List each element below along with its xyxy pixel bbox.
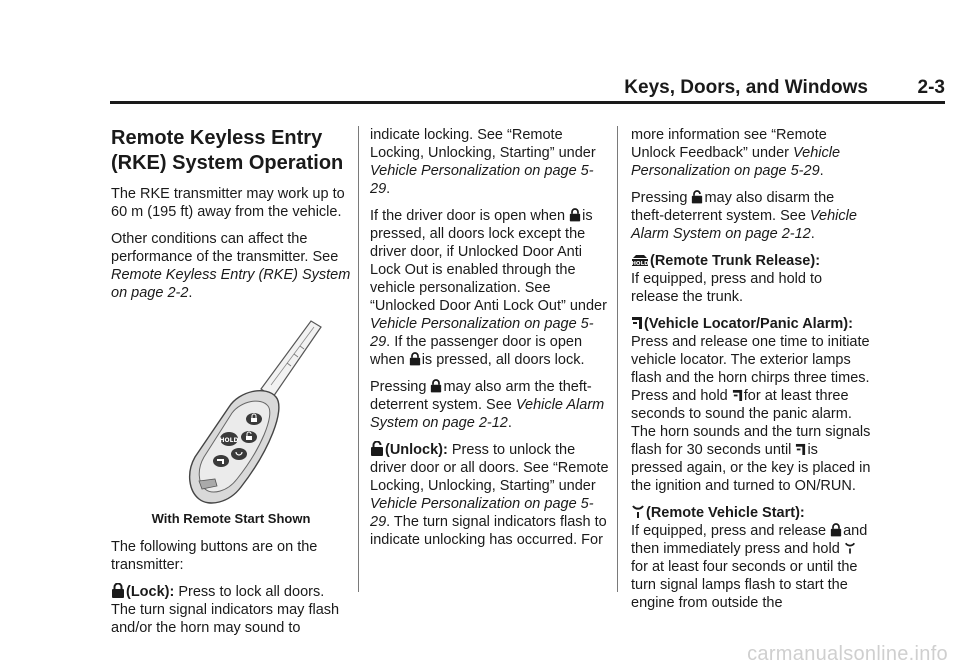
paragraph: The RKE transmitter may work up to 60 m (195 ft) away from the vehicle. — [111, 186, 345, 220]
lock-icon — [569, 208, 581, 222]
paragraph — [631, 252, 871, 306]
column-2 — [370, 126, 610, 558]
text: indicate locking. See “Remote Locking, Unlocking, Starting” under — [370, 127, 596, 161]
column-divider — [617, 126, 618, 592]
text: and then immediately press and hold — [631, 523, 868, 557]
fob-panic-button — [213, 455, 229, 467]
fob-unlock-button — [241, 431, 257, 443]
paragraph — [631, 126, 871, 180]
text: If equipped, press and hold to release the trunk. — [631, 271, 823, 305]
key-blade — [261, 321, 321, 397]
watermark: carmanualsonline.info — [747, 643, 948, 665]
trunk-release-label: (Remote Trunk Release): — [650, 253, 821, 269]
text: Press and release one time to initiate vehicle locator. The exterior lamps flash and the horn chirps three times. Press and hold — [631, 334, 870, 404]
text: is pressed, all doors lock except the driver door, if Unlocked Door Anti Lock Out is enabled through the vehicle personalization. See “Unlocked Door Anti Lock Out” under — [370, 208, 607, 314]
unlock-icon — [691, 190, 703, 204]
text: Other conditions can affect the performance of the transmitter. See — [111, 231, 339, 265]
text: If equipped, press and release — [631, 523, 831, 539]
page-number: 2-3 — [917, 77, 945, 98]
paragraph — [631, 189, 871, 243]
lock-icon — [111, 583, 125, 598]
text: . — [507, 415, 512, 431]
lock-label: (Lock): — [126, 584, 175, 600]
column-1 — [111, 126, 351, 646]
fob-lock-button — [246, 413, 262, 425]
cross-reference-link[interactable]: Vehicle Personalization on page 5-29 — [370, 316, 594, 350]
panic-alarm-icon — [732, 388, 743, 402]
section-title-line1: Remote Keyless Entry — [111, 127, 323, 149]
text: is pressed, all doors lock. — [421, 352, 585, 368]
text: . — [819, 163, 824, 179]
fob-trunk-button-text: HOLD — [219, 437, 239, 444]
trunk-release-icon — [631, 252, 649, 267]
paragraph — [370, 207, 610, 369]
paragraph — [631, 504, 871, 612]
paragraph — [631, 315, 871, 495]
panic-alarm-icon — [795, 442, 806, 456]
cross-reference-link[interactable]: Vehicle Personalization on page 5-29 — [370, 496, 594, 530]
header-rule — [110, 101, 945, 104]
text: Press to lock all doors. The turn signal indicators may flash and/or the horn may sound to — [111, 584, 340, 636]
text: If the driver door is open when — [370, 208, 570, 224]
text: may also arm the theft-deterrent system. See — [370, 379, 592, 413]
chapter-title: Keys, Doors, and Windows — [624, 77, 868, 98]
paragraph — [370, 378, 610, 432]
text: . — [386, 181, 391, 197]
page-header — [0, 0, 960, 110]
text: Pressing — [370, 379, 431, 395]
text: more information see “Remote Unlock Feedback” under — [631, 127, 827, 161]
text: for at least three seconds to sound the panic alarm. The horn sounds and the turn signals flash for 30 seconds until — [631, 388, 871, 458]
cross-reference-link[interactable]: Vehicle Personalization on page 5-29 — [370, 163, 594, 197]
key-fob-illustration — [111, 311, 351, 506]
panic-alarm-label: (Vehicle Locator/Panic Alarm): — [644, 316, 853, 332]
section-title-line2: (RKE) System Operation — [111, 152, 344, 174]
text: Press to unlock the driver door or all doors. See “Remote Locking, Unlocking, Starting” under — [370, 442, 609, 494]
cross-reference-link[interactable]: Vehicle Personalization on page 5-29 — [631, 145, 841, 179]
text: may also disarm the theft-deterrent system. See — [631, 190, 835, 224]
lock-icon — [409, 352, 421, 366]
paragraph — [370, 441, 610, 549]
remote-start-icon — [844, 541, 856, 555]
text: is pressed again, or the key is placed in the ignition and turned to ON/RUN. — [631, 442, 871, 494]
panic-alarm-icon — [631, 315, 643, 330]
column-3 — [631, 126, 871, 621]
fob-start-button — [231, 448, 247, 460]
text: . — [188, 285, 193, 301]
svg-text:HOLD: HOLD — [631, 261, 649, 267]
text: . The turn signal indicators flash to indicate unlocking has occurred. For — [370, 514, 607, 548]
text: . If the passenger door is open when — [370, 334, 583, 368]
figure-caption: With Remote Start Shown — [151, 511, 311, 526]
lock-icon — [430, 379, 442, 393]
unlock-label: (Unlock): — [385, 442, 448, 458]
unlock-icon — [370, 441, 384, 456]
column-divider — [358, 126, 359, 592]
lock-icon — [830, 523, 842, 537]
cross-reference-link[interactable]: Vehicle Alarm System on page 2-12 — [370, 397, 605, 431]
section-title — [111, 126, 351, 176]
paragraph: The following buttons are on the transmitter: — [111, 539, 318, 573]
paragraph — [111, 230, 351, 302]
cross-reference-link[interactable]: Remote Keyless Entry (RKE) System on page 2-2 — [111, 267, 351, 301]
key-fob-body — [190, 391, 279, 503]
paragraph — [370, 126, 610, 198]
text: Pressing — [631, 190, 692, 206]
remote-start-label: (Remote Vehicle Start): — [646, 505, 805, 521]
cross-reference-link[interactable]: Vehicle Alarm System on page 2-12 — [631, 208, 857, 242]
paragraph — [111, 583, 351, 637]
remote-start-icon — [631, 504, 645, 519]
text: . — [810, 226, 815, 242]
text: for at least four seconds or until the turn signal lamps flash to start the engine from outside the — [631, 559, 858, 611]
